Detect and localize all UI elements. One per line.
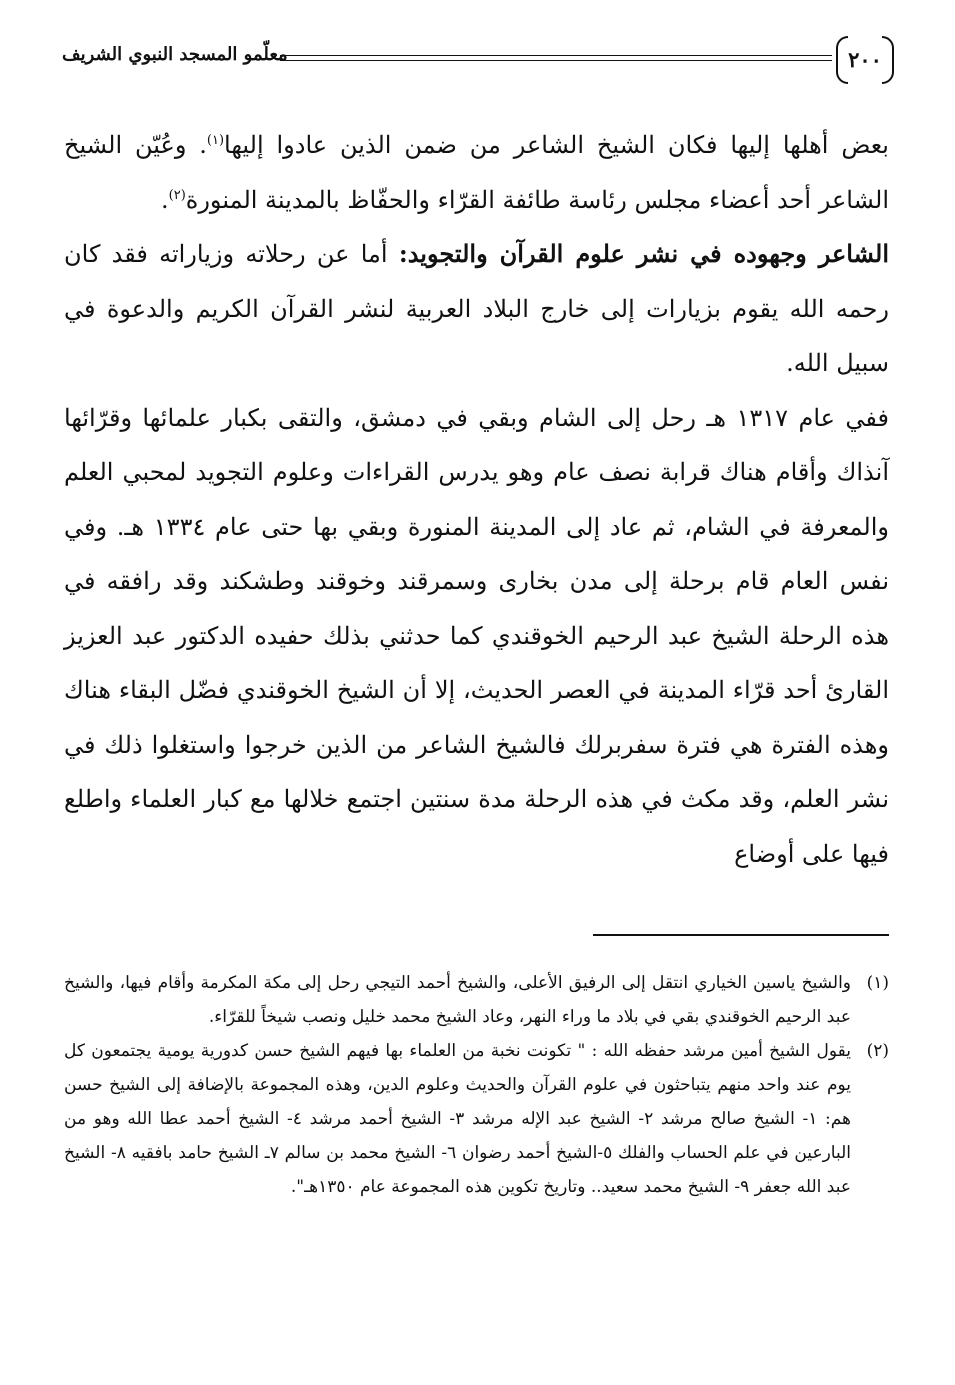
footnote-marker: (٢) xyxy=(866,1041,889,1061)
footnote-ref-2: (٢) xyxy=(168,187,186,203)
page-number: ٢٠٠ xyxy=(848,46,882,72)
section-heading: الشاعر وجهوده في نشر علوم القرآن والتجويد: xyxy=(398,239,890,268)
paragraph-1-text: بعض أهلها إليها فكان الشيخ الشاعر من ضمن الذين عادوا إليها xyxy=(224,131,889,159)
footnote-text: والشيخ ياسين الخياري انتقل إلى الرفيق الأعلى، والشيخ أحمد التيجي رحل إلى مكة المكرمة وأقام فيها، والشيخ عبد الرحيم الخوقندي بقي في بلاد ما وراء النهر، وعاد الشيخ محمد خليل ونصب شيخاً للقرّاء. xyxy=(64,973,851,1027)
paragraph-1-end: . xyxy=(160,185,169,214)
header-double-rule xyxy=(280,55,832,61)
page-number-box xyxy=(836,36,894,82)
footnote-1 xyxy=(64,966,889,1034)
page-number-right-bracket xyxy=(882,36,894,84)
footnote-marker: (١) xyxy=(866,973,889,993)
footnote-ref-1: (١) xyxy=(206,133,225,148)
paragraph-3: ففي عام ١٣١٧ هـ رحل إلى الشام وبقي في دمشق، والتقى بكبار علمائها وقرّائها آنذاك وأقام هناك قرابة نصف عام وهو يدرس القراءات وعلوم التجويد لمحبي العلم والمعرفة في الشام، ثم عاد إلى المدينة المنورة وبقي بها حتى عام ١٣٣٤ هـ. وفي نفس العام قام برحلة إلى مدن بخارى وسمرقند وخوقند وطشكند وقد رافقه في هذه الرحلة الشيخ عبد الرحيم الخوقندي كما حدثني بذلك حفيده الدكتور عبد العزيز القارئ أحد قرّاء المدينة في العصر الحديث، إلا أن الشيخ الخوقندي فضّل البقاء هناك وهذه الفترة هي فترة سفربرلك فالشيخ الشاعر من الذين خرجوا واستغلوا ذلك في نشر العلم، وقد مكث في هذه الرحلة مدة سنتين اجتمع خلالها مع كبار العلماء واطلع فيها على أوضاع xyxy=(64,403,890,868)
footnote-2 xyxy=(64,1034,889,1204)
main-text xyxy=(64,118,889,881)
paragraph-1 xyxy=(64,118,889,227)
running-header xyxy=(62,36,894,86)
footnote-text: يقول الشيخ أمين مرشد حفظه الله : " تكونت نخبة من العلماء بها فيهم الشيخ حسن كدورية يومية يجتمعون كل يوم عند واحد منهم يتباحثون في علوم القرآن والحديث وعلوم الدين، وهذه المجموعة بالإضافة إلى الشيخ حسن هم: ١- الشيخ صالح مرشد ٢- الشيخ عبد الإله مرشد ٣- الشيخ أحمد مرشد ٤- الشيخ أحمد عطا الله وهو من البارعين في علم الحساب والفلك ٥-الشيخ أحمد رضوان ٦- الشيخ محمد بن سالم ٧ـ الشيخ حامد بافقيه ٨- الشيخ عبد الله جعفر ٩- الشيخ محمد سعيد.. وتاريخ تكوين هذه المجموعة عام ١٣٥٠هـ". xyxy=(64,1041,852,1197)
paragraph-2-text: أما عن رحلاته وزياراته فقد كان رحمه الله يقوم بزيارات إلى خارج البلاد العربية لنشر القرآن الكريم والدعوة في سبيل الله. xyxy=(64,240,889,377)
footnote-separator xyxy=(593,934,889,936)
running-title: معلّمو المسجد النبوي الشريف xyxy=(62,44,288,65)
paragraph-1-continuation: . وعُيّن الشيخ الشاعر أحد أعضاء مجلس رئاسة طائفة القرّاء والحفّاظ بالمدينة المنورة xyxy=(64,131,889,214)
page-number-left-bracket xyxy=(836,36,848,84)
paragraph-2 xyxy=(64,227,889,391)
footnotes xyxy=(64,966,889,1204)
